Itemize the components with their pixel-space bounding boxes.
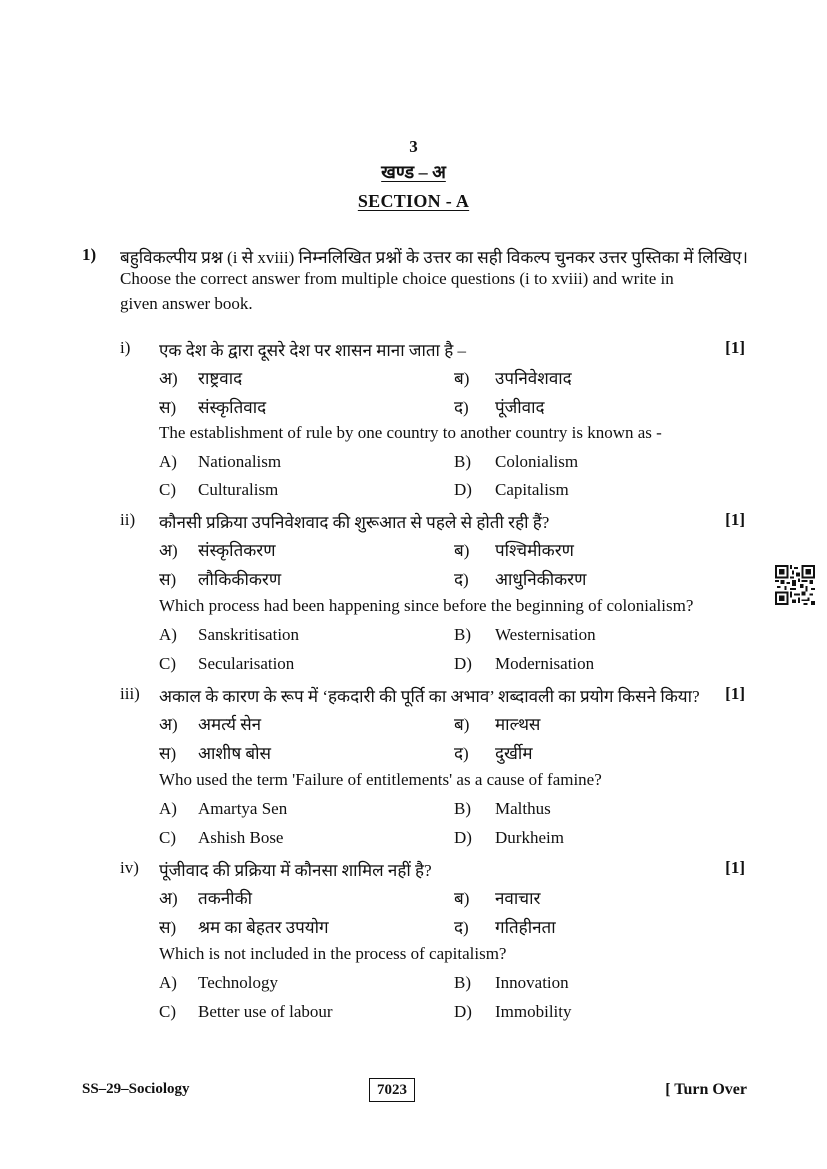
option-text: अमर्त्य सेन [198, 715, 262, 734]
option-text: Malthus [495, 799, 551, 818]
option-label: A) [159, 799, 177, 818]
section-title-hindi [0, 160, 827, 184]
option-label: B) [454, 973, 471, 992]
marks-label: [1] [725, 684, 745, 703]
option-text: Amartya Sen [198, 799, 288, 818]
subquestion-number: iv) [120, 858, 139, 877]
instruction-english-line2: given answer book. [120, 294, 253, 313]
option-label: ब) [454, 889, 470, 908]
question-number: 1) [82, 245, 97, 264]
option-label: अ) [159, 889, 178, 908]
option-text: Technology [198, 973, 279, 992]
option-label: A) [159, 973, 177, 992]
option-label: A) [159, 452, 177, 471]
option-text: तकनीकी [198, 889, 253, 908]
option-label: ब) [454, 369, 470, 388]
option-label: द) [454, 918, 469, 937]
option-text: Innovation [495, 973, 569, 992]
option-text: Westernisation [495, 625, 596, 644]
question-text-hindi: पूंजीवाद की प्रक्रिया में कौनसा शामिल नहीं है? [159, 861, 432, 880]
option-label: अ) [159, 369, 178, 388]
option-text: Modernisation [495, 654, 595, 673]
option-text: पूंजीवाद [495, 398, 545, 417]
subquestion-number: ii) [120, 510, 136, 529]
section-title-hindi-text: खण्ड – अ [381, 162, 446, 182]
option-label: D) [454, 828, 472, 847]
subject-code: SS–29–Sociology [82, 1081, 190, 1097]
option-text: संस्कृतिकरण [198, 541, 276, 560]
question-text-english: The establishment of rule by one country to another country is known as - [159, 423, 662, 442]
option-text: दुर्खीम [495, 744, 533, 763]
subquestion-number: iii) [120, 684, 140, 703]
option-label: स) [159, 918, 177, 937]
option-text: राष्ट्रवाद [198, 369, 243, 388]
question-text-english: Who used the term 'Failure of entitlements' as a cause of famine? [159, 770, 602, 789]
option-label: A) [159, 625, 177, 644]
option-label: द) [454, 398, 469, 417]
option-text: Durkheim [495, 828, 564, 847]
option-text: माल्थस [495, 715, 541, 734]
option-label: B) [454, 452, 471, 471]
question-text-hindi: एक देश के द्वारा दूसरे देश पर शासन माना जाता है – [159, 341, 466, 360]
option-label: B) [454, 625, 471, 644]
marks-label: [1] [725, 510, 745, 529]
option-label: स) [159, 570, 177, 589]
option-text: Colonialism [495, 452, 579, 471]
option-text: आधुनिकीकरण [495, 570, 587, 589]
option-text: संस्कृतिवाद [198, 398, 267, 417]
instruction-english-line1: Choose the correct answer from multiple choice questions (i to xviii) and write in [120, 269, 674, 288]
qr-code-icon [775, 565, 815, 605]
option-label: स) [159, 744, 177, 763]
marks-label: [1] [725, 858, 745, 877]
option-label: C) [159, 480, 176, 499]
option-label: द) [454, 570, 469, 589]
section-title-english-text: SECTION - A [357, 191, 470, 211]
option-text: Capitalism [495, 480, 569, 499]
turn-over-label: [ Turn Over [665, 1081, 747, 1098]
option-label: अ) [159, 715, 178, 734]
paper-number-box: 7023 [369, 1078, 415, 1102]
option-label: C) [159, 1002, 176, 1021]
option-text: लौकिकीकरण [198, 570, 282, 589]
option-label: D) [454, 1002, 472, 1021]
option-label: D) [454, 480, 472, 499]
page-number: 3 [409, 137, 418, 156]
subquestion-number: i) [120, 338, 131, 357]
option-label: ब) [454, 715, 470, 734]
question-text-hindi: अकाल के कारण के रूप में ‘हकदारी की पूर्ति का अभाव’ शब्दावली का प्रयोग किसने किया? [159, 687, 700, 706]
option-label: द) [454, 744, 469, 763]
option-text: Better use of labour [198, 1002, 333, 1021]
option-text: पश्चिमीकरण [495, 541, 574, 560]
question-text-english: Which process had been happening since before the beginning of colonialism? [159, 596, 694, 615]
option-label: स) [159, 398, 177, 417]
option-text: आशीष बोस [198, 744, 272, 763]
question-text-english: Which is not included in the process of capitalism? [159, 944, 507, 963]
option-text: गतिहीनता [495, 918, 556, 937]
option-text: Culturalism [198, 480, 279, 499]
option-label: अ) [159, 541, 178, 560]
section-title-english [0, 191, 827, 212]
marks-label: [1] [725, 338, 745, 357]
option-text: Immobility [495, 1002, 572, 1021]
option-text: नवाचार [495, 889, 541, 908]
option-text: Sanskritisation [198, 625, 300, 644]
option-label: ब) [454, 541, 470, 560]
question-text-hindi: कौनसी प्रक्रिया उपनिवेशवाद की शुरूआत से पहले से होती रही हैं? [159, 513, 550, 532]
option-label: D) [454, 654, 472, 673]
option-text: श्रम का बेहतर उपयोग [198, 918, 329, 937]
option-text: Nationalism [198, 452, 282, 471]
option-text: Ashish Bose [198, 828, 284, 847]
instruction-hindi: बहुविकल्पीय प्रश्न (i से xviii) निम्नलिखित प्रश्नों के उत्तर का सही विकल्प चुनकर उत्तर पुस्तिका में लिखिए। [120, 248, 748, 267]
option-label: C) [159, 828, 176, 847]
option-text: उपनिवेशवाद [495, 369, 572, 388]
option-label: C) [159, 654, 176, 673]
option-text: Secularisation [198, 654, 295, 673]
option-label: B) [454, 799, 471, 818]
